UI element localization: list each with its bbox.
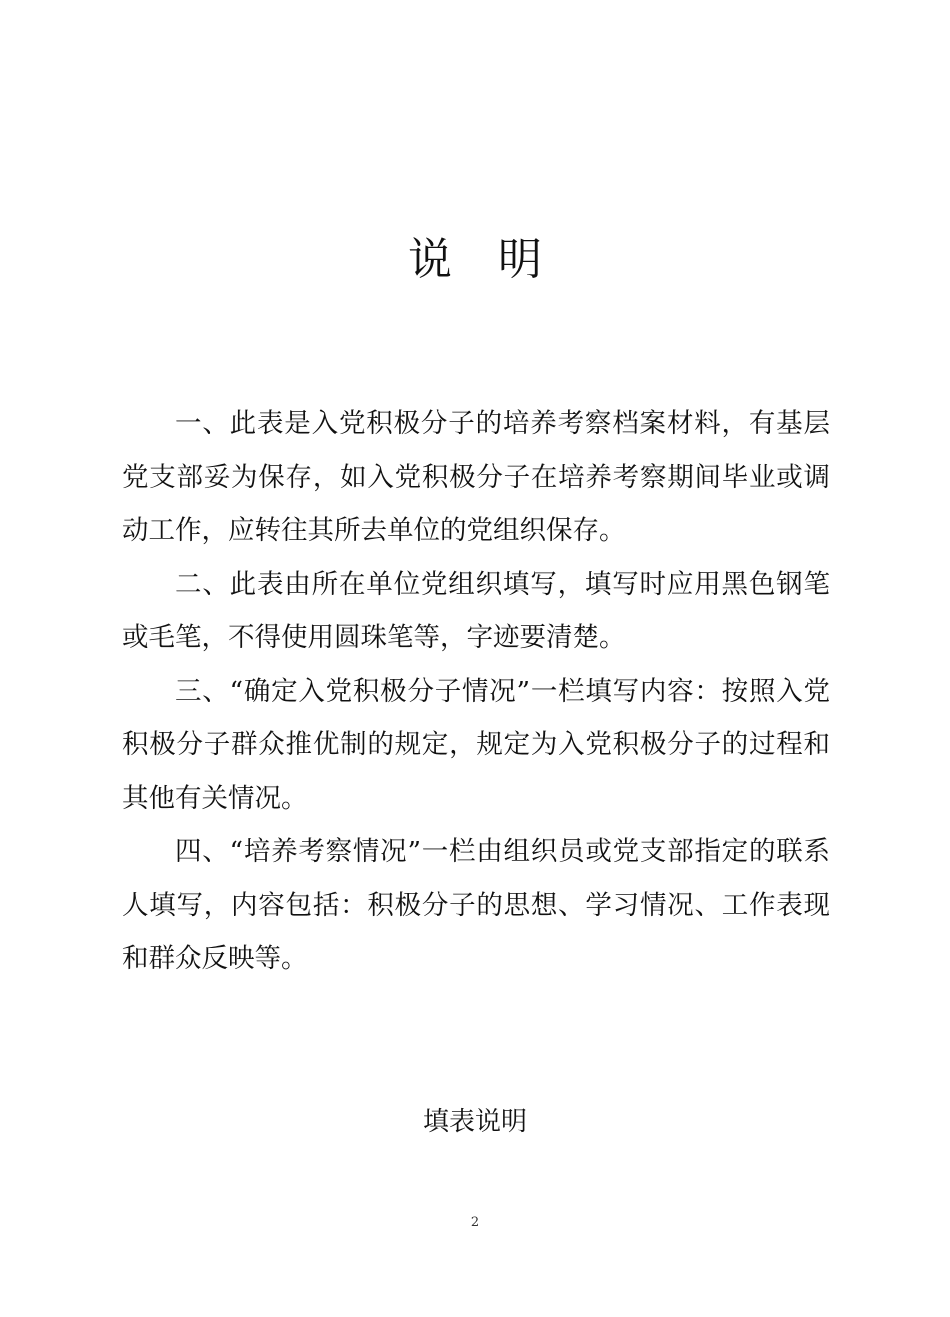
instruction-paragraph-3: 三、“确定入党积极分子情况”一栏填写内容：按照入党积极分子群众推优制的规定，规定为入党积极分子的过程和其他有关情况。 xyxy=(122,675,830,814)
form-instructions-label: 填表说明 xyxy=(422,1107,527,1137)
instructions-body xyxy=(122,397,830,986)
page-title-char-1: 说 xyxy=(408,234,452,285)
page-title-char-2: 明 xyxy=(498,234,542,285)
instruction-paragraph-1: 一、此表是入党积极分子的培养考察档案材料，有基层党支部妥为保存，如入党积极分子在培养考察期间毕业或调动工作，应转往其所去单位的党组织保存。 xyxy=(122,408,830,546)
page-number: 2 xyxy=(470,1215,480,1230)
page-title xyxy=(0,232,950,288)
instruction-paragraph-4: 四、“培养考察情况”一栏由组织员或党支部指定的联系人填写，内容包括：积极分子的思想、学习情况、工作表现和群众反映等。 xyxy=(122,836,830,974)
instruction-paragraph-2: 二、此表由所在单位党组织填写，填写时应用黑色钢笔或毛笔，不得使用圆珠笔等，字迹要清楚。 xyxy=(122,568,830,653)
